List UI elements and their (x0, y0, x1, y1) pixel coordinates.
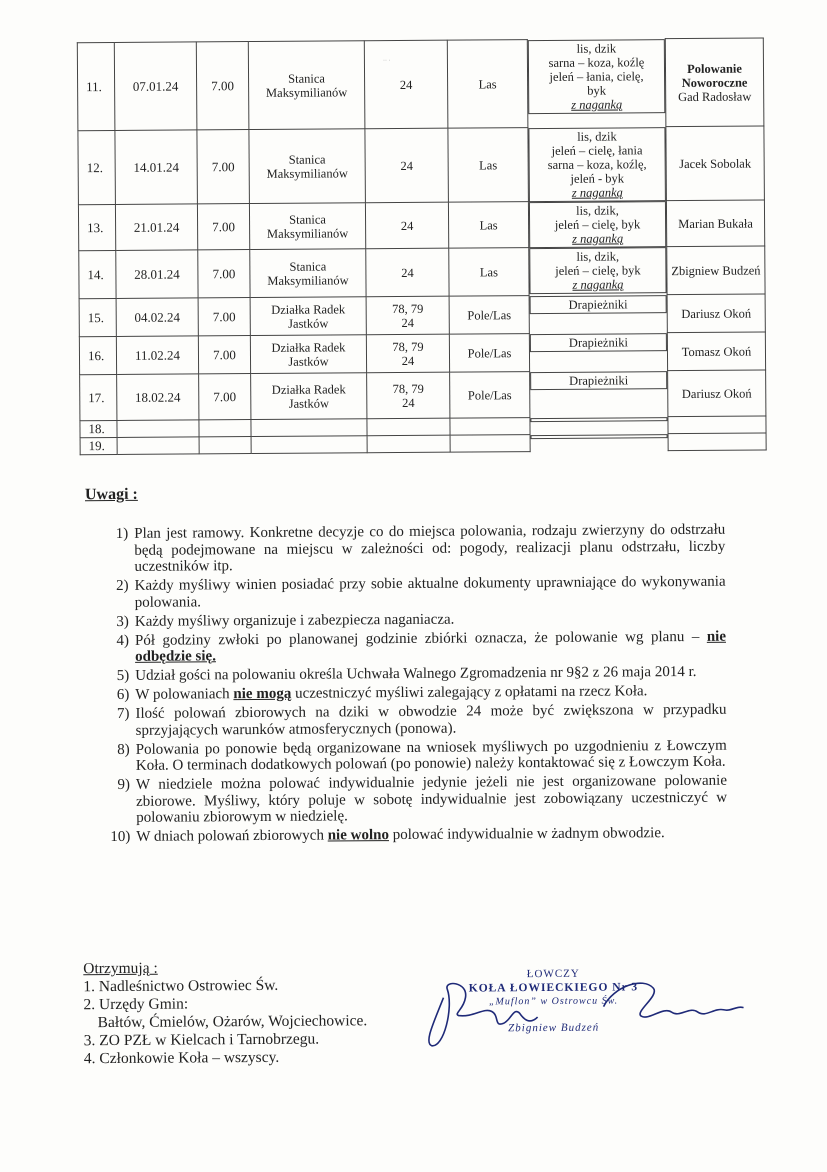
stamp-name: Zbigniew Budzeń (508, 1021, 600, 1035)
organizer-name: Marian Bukała (678, 216, 753, 231)
place-line: Stanica (289, 259, 327, 274)
table-row (77, 38, 764, 131)
note-text: Ilość polowań zbiorowych na dziki w obwodzie 24 może być zwiększona w przypadku sprzyjających warunków atmosferycznych (ponowa). (135, 701, 727, 739)
note-number: 5) (116, 667, 130, 684)
cell-game (531, 434, 668, 439)
cell-organizer (667, 332, 765, 371)
district-line: 24 (401, 353, 415, 368)
note-item (101, 628, 726, 665)
note-item (102, 737, 727, 774)
cell-area (450, 435, 530, 453)
place-line: Jastków (288, 395, 330, 411)
place-line: Jastków (288, 353, 329, 369)
note-number: 9) (117, 776, 131, 793)
district-line: 24 (399, 77, 413, 92)
beater-note: z naganką (572, 230, 624, 246)
note-text: Plan jest ramowy. Konkretne decyzje co do miejsca polowania, rodzaju zwierzyny do odstrzału będą podejmowane na miejscu w zależności od: pogody, realizacji planu odstrzału, liczby uczestników itp. (134, 521, 726, 575)
place-line: Jastków (288, 315, 329, 331)
district-line: 24 (400, 158, 413, 173)
cell-place (251, 419, 367, 437)
cell-date: 28.01.24 (116, 250, 198, 299)
cell-area: Las (448, 128, 529, 203)
cell-area: Las (447, 40, 528, 129)
game-line: sarna – koza, koźlę (548, 54, 645, 70)
cell-date: 11.02.24 (116, 336, 198, 375)
note-number: 7) (116, 705, 130, 722)
note-number: 10) (110, 828, 131, 846)
game-line: byk (587, 83, 607, 98)
cell-time (199, 420, 251, 437)
note-number: 3) (116, 613, 129, 630)
cell-game (528, 127, 666, 202)
cell-date (117, 437, 199, 455)
district-line: 24 (400, 218, 414, 233)
game-line: Drapieżniki (568, 334, 628, 350)
cell-district (365, 128, 449, 203)
game-line: lis, dzik, (576, 202, 619, 218)
cell-number: 14. (79, 250, 116, 298)
place-line: Maksymilianów (266, 225, 349, 241)
cell-district (366, 296, 449, 335)
note-number: 6) (116, 686, 130, 703)
cell-organizer (668, 416, 766, 434)
cell-district (365, 202, 448, 249)
cell-game (528, 39, 666, 114)
recipient-line: Bałtów, Ćmielów, Ożarów, Wojciechowice. (97, 1012, 368, 1032)
table-row (79, 246, 765, 299)
table-row (80, 370, 766, 421)
beater-note: z naganką (571, 184, 623, 200)
table-row (80, 433, 766, 455)
table-row (79, 332, 765, 375)
cell-game (530, 333, 667, 352)
cell-organizer (666, 200, 764, 247)
note-text: Polowania po ponowie będą organizowane na wniosek myśliwych po uzgodnieniu z Łowczym Koła. O terminach dodatkowych polowań (po ponowie) należy kontaktować się z Łowczym Koła. (135, 737, 727, 774)
cell-time: 7.00 (197, 130, 250, 204)
cell-number: 13. (78, 204, 115, 250)
note-item (102, 773, 727, 827)
cell-game (530, 295, 667, 314)
organizer-name: Gad Radosław (678, 89, 752, 104)
cell-date: 07.01.24 (114, 42, 197, 131)
note-emphasis: nie mogą (233, 685, 292, 703)
cell-area: Las (448, 202, 528, 249)
game-line: lis, dzik, (576, 248, 620, 264)
cell-organizer (666, 126, 765, 201)
game-line: jeleń - byk (570, 170, 625, 186)
note-number: 4) (116, 632, 130, 649)
district-line: 78, 79 (392, 381, 424, 396)
note-item (101, 683, 726, 704)
recipient-line: 1. Nadleśnictwo Ostrowiec Św. (83, 976, 279, 996)
note-text: uczestniczyć myśliwi zalegający z opłatami na rzecz Koła. (291, 683, 648, 702)
cell-place (249, 129, 366, 204)
district-line: 24 (401, 265, 414, 280)
stamp-line-1: ŁOWCZY (526, 967, 580, 981)
cell-time: 7.00 (198, 298, 250, 336)
note-number: 2) (116, 577, 129, 594)
organizer-name: Dariusz Okoń (681, 306, 752, 321)
cell-number: 15. (79, 298, 116, 336)
cell-district (367, 435, 450, 453)
cell-number: 16. (79, 336, 116, 374)
cell-district (367, 372, 450, 419)
cell-place (251, 373, 367, 420)
organizer-name: Tomasz Okoń (681, 344, 752, 359)
cell-place (251, 436, 367, 454)
game-line: jeleń – cielę, byk (555, 262, 641, 278)
table-row (78, 200, 764, 251)
cell-number: 19. (80, 437, 117, 454)
game-line: jeleń – łania, cielę, (549, 68, 644, 84)
note-number: 8) (117, 741, 130, 758)
game-line: Drapieżniki (568, 296, 628, 312)
cell-area: Las (449, 248, 529, 297)
place-line: Stanica (288, 71, 325, 86)
cell-time: 7.00 (197, 204, 249, 250)
cell-game (529, 247, 666, 294)
table-row (78, 126, 764, 205)
district-line: 78, 79 (392, 339, 424, 354)
scan-mark: ·· · (382, 58, 391, 65)
cell-date: 21.01.24 (115, 204, 197, 251)
district-line: 24 (402, 395, 415, 410)
beater-note: z naganką (572, 276, 624, 292)
cell-district (366, 248, 449, 297)
notes-heading: Uwagi : (84, 485, 138, 504)
district-line: 24 (401, 315, 415, 330)
cell-organizer (667, 246, 765, 295)
cell-number: 11. (77, 42, 115, 130)
place-line: Działka Radek (271, 301, 346, 317)
organizer-name: Dariusz Okoń (681, 386, 752, 401)
cell-organizer (667, 294, 765, 333)
game-line: lis, dzik (577, 128, 617, 144)
cell-organizer (668, 370, 766, 417)
game-line: lis, dzik (576, 40, 617, 56)
cell-place (249, 203, 365, 250)
note-text: Każdy myśliwy organizuje i zabezpiecza naganiacza. (134, 611, 455, 630)
cell-area: Pole/Las (449, 296, 529, 335)
cell-date: 04.02.24 (116, 298, 198, 337)
recipient-line: 3. ZO PZŁ w Kielcach i Tarnobrzegu. (83, 1030, 320, 1050)
cell-organizer (665, 38, 764, 127)
note-emphasis: nie odbędzie się. (135, 628, 727, 665)
organizer-name: Zbigniew Budzeń (671, 262, 761, 278)
cell-area: Pole/Las (449, 334, 529, 373)
notes-list (100, 522, 727, 848)
cell-game (529, 201, 666, 248)
recipients-block (83, 958, 367, 1068)
cell-time (199, 437, 251, 454)
note-number: 1) (115, 525, 129, 542)
hunting-schedule-table (77, 37, 767, 455)
cell-date (117, 420, 199, 438)
game-line: jeleń – cielę, byk (554, 216, 641, 232)
note-item (101, 664, 726, 685)
place-line: Maksymilianów (267, 272, 349, 288)
note-text: W polowaniach (135, 686, 234, 703)
cell-time: 7.00 (198, 250, 250, 298)
cell-place (250, 249, 366, 298)
cell-area: Pole/Las (450, 372, 530, 419)
place-line: Stanica (289, 212, 326, 227)
cell-game (530, 417, 667, 422)
cell-date: 14.01.24 (115, 130, 198, 205)
note-item (101, 702, 726, 739)
cell-number: 17. (80, 374, 117, 420)
note-text: Każdy myśliwy winien posiadać przy sobie aktualne dokumenty uprawniające do wykonywania polowania. (134, 573, 726, 611)
cell-district (364, 40, 448, 129)
place-line: Działka Radek (271, 339, 346, 355)
note-item (102, 825, 727, 846)
recipients-heading: Otrzymują : (83, 959, 158, 978)
cell-place (248, 41, 365, 130)
cell-area (450, 418, 530, 436)
organizer-title: Noworoczne (681, 75, 748, 90)
district-line: 78, 79 (391, 301, 424, 316)
note-text: W niedziele można polować indywidualnie jedynie jeżeli nie jest organizowane polowanie zbiorowe. Myśliwy, który poluje w sobotę indywidualnie jest zobowiązany uczestniczyć w polowaniu zbiorowym w niedzielę. (135, 772, 728, 826)
note-text: Pół godziny zwłoki po planowanej godzinie zbiórki oznacza, że polowanie wg planu – (134, 628, 707, 649)
cell-place (250, 335, 366, 374)
place-line: Działka Radek (271, 381, 346, 397)
place-line: Maksymilianów (265, 84, 348, 100)
stamp-line-2: KOŁA ŁOWIECKIEGO Nr 3 (468, 981, 639, 995)
game-line: sarna – koza, koźlę, (547, 156, 647, 172)
cell-district (367, 418, 450, 436)
organizer-title: Polowanie (687, 61, 742, 76)
recipient-line: 2. Urzędy Gmin: (83, 995, 189, 1014)
note-text: polować indywidualnie w żadnym obwodzie. (388, 825, 665, 844)
cell-place (250, 297, 366, 336)
cell-organizer (668, 433, 766, 451)
beater-note: z naganką (571, 96, 623, 112)
cell-number: 12. (78, 130, 116, 204)
cell-number: 18. (80, 420, 117, 437)
place-line: Stanica (288, 152, 326, 167)
game-line: Drapieżniki (569, 372, 629, 388)
game-line: jeleń – cielę, łania (551, 142, 643, 158)
cell-game (530, 371, 667, 390)
cell-time: 7.00 (196, 42, 249, 130)
note-item (101, 609, 726, 630)
official-stamp (443, 966, 663, 1036)
cell-time: 7.00 (198, 336, 250, 374)
note-text: Udział gości na polowaniu określa Uchwała Walnego Zgromadzenia nr 9§2 z 26 maja 2014 r. (135, 663, 697, 684)
note-text: W dniach polowań zbiorowych (136, 827, 328, 845)
cell-time: 7.00 (199, 374, 251, 420)
stamp-line-3: „Muflon” w Ostrowcu Św. (488, 995, 619, 1008)
table-row (79, 294, 765, 337)
organizer-name: Jacek Sobolak (679, 156, 752, 171)
cell-date: 18.02.24 (117, 374, 199, 421)
note-item (100, 522, 725, 576)
note-item (101, 574, 726, 611)
recipient-line: 4. Członkowie Koła – wszyscy. (83, 1048, 280, 1068)
place-line: Maksymilianów (266, 165, 348, 181)
note-emphasis: nie wolno (327, 827, 390, 844)
cell-district (366, 334, 449, 373)
